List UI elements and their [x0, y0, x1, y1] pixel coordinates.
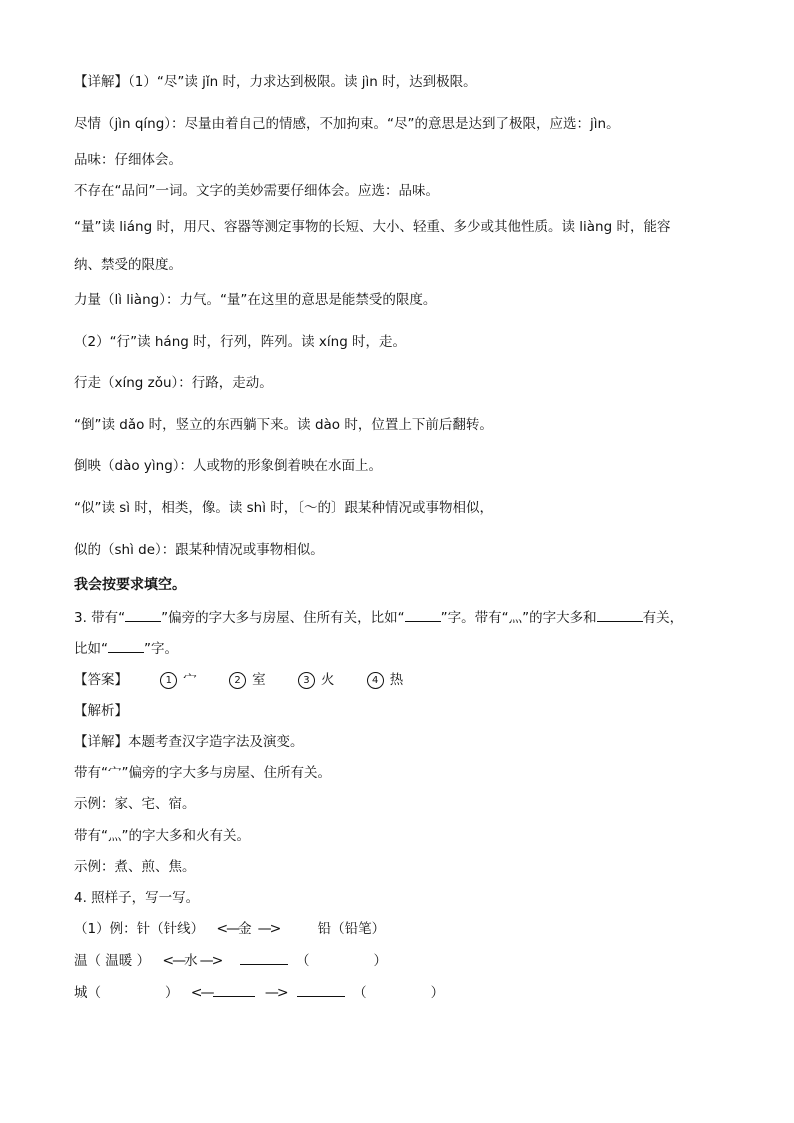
q4-example-row — [74, 919, 734, 939]
q4-row2-blank-word[interactable] — [297, 982, 345, 997]
left-arrow-icon: <— — [162, 953, 185, 969]
q3-line-1 — [74, 607, 734, 628]
answer-label: 【答案】 — [74, 672, 128, 688]
q3-text-b: ”偏旁的字大多与房屋、住所有关，比如“ — [161, 610, 405, 626]
q3-blank-1[interactable] — [125, 607, 161, 622]
q3-detail-2: 带有“宀”偏旁的字大多与房屋、住所有关。 — [74, 765, 331, 781]
explain-line-5: “量”读 liáng 时，用尺、容器等测定事物的长短、大小、轻重、多少或其他性质。读 liàng 时，能容 — [74, 219, 671, 235]
explain-line-4: 不存在“品问”一词。文字的美妙需要仔细体会。应选：品味。 — [74, 183, 439, 199]
q3-detail-4: 带有“灬”的字大多和火有关。 — [74, 828, 250, 844]
q3-line-2 — [74, 638, 734, 659]
option-text: 火 — [320, 672, 335, 688]
q3-text-c: ”字。带有“灬”的字大多和 — [440, 610, 597, 626]
option-number: 3 — [298, 672, 315, 689]
option-number: 1 — [160, 672, 177, 689]
q3-detail-1: 【详解】本题考查汉字造字法及演变。 — [74, 734, 304, 750]
q4-example-prefix: （1）例：针（针线） — [74, 921, 205, 937]
explain-line-13: 似的（shì de）：跟某种情况或事物相似。 — [74, 542, 324, 558]
explain-line-9: 行走（xíng zǒu）：行路，走动。 — [74, 375, 273, 391]
q3-blank-3[interactable] — [597, 607, 643, 622]
q3-text-a: 3. 带有“ — [74, 610, 126, 626]
q4-example-mid: 金 — [238, 921, 252, 937]
q4-row2-close-paren-2: ） — [430, 985, 445, 1001]
analysis-label: 【解析】 — [74, 703, 128, 719]
right-arrow-icon: —> — [257, 921, 280, 937]
answer-option-1 — [160, 670, 197, 690]
explain-line-8: （2）“行”读 háng 时，行列，阵列。读 xíng 时，走。 — [74, 334, 407, 350]
section-title: 我会按要求填空。 — [74, 577, 186, 593]
answer-option-3 — [298, 670, 335, 690]
q3-blank-4[interactable] — [108, 638, 144, 653]
q4-row1-open-paren: （ — [295, 953, 310, 969]
explain-line-7: 力量（lì liàng）：力气。“量”在这里的意思是能禁受的限度。 — [74, 292, 437, 308]
q4-row1-mid: 水 — [184, 953, 198, 969]
explain-line-10: “倒”读 dǎo 时，竖立的东西躺下来。读 dào 时，位置上下前后翻转。 — [74, 417, 493, 433]
q3-detail-5: 示例：煮、煎、焦。 — [74, 859, 196, 875]
explain-line-1: 【详解】（1）“尽”读 jǐn 时，力求达到极限。读 jìn 时，达到极限。 — [74, 74, 477, 90]
q4-row-2 — [74, 982, 734, 1003]
q3-answer-row — [74, 670, 734, 690]
explain-line-3: 品味：仔细体会。 — [74, 152, 182, 168]
explain-line-2: 尽情（jìn qíng）：尽量由着自己的情感，不加拘束。“尽”的意思是达到了极限，应选：jìn。 — [74, 116, 620, 132]
q3-text-e: 比如“ — [74, 641, 108, 657]
explain-line-12: “似”读 sì 时，相类，像。读 shì 时，〔～的〕跟某种情况或事物相似， — [74, 500, 494, 516]
answer-option-2 — [229, 670, 266, 690]
right-arrow-icon: —> — [264, 985, 287, 1001]
option-text: 室 — [252, 672, 266, 688]
q3-blank-2[interactable] — [405, 607, 441, 622]
option-text: 热 — [389, 672, 404, 688]
q4-row-1 — [74, 950, 734, 971]
left-arrow-icon: <— — [216, 921, 239, 937]
option-number: 2 — [229, 672, 246, 689]
left-arrow-icon: <— — [190, 985, 213, 1001]
option-number: 4 — [367, 672, 384, 689]
answer-option-4 — [367, 670, 404, 690]
q4-row2-blank-radical[interactable] — [213, 982, 255, 997]
q4-row2-open-paren: （ — [353, 985, 367, 1001]
explain-line-11: 倒映（dào yìng）：人或物的形象倒着映在水面上。 — [74, 458, 383, 474]
q4-example-result: 铅（铅笔） — [317, 921, 386, 937]
q4-row1-char: 温（ 温暖 ） — [74, 953, 151, 969]
q3-text-d: 有关， — [642, 610, 684, 626]
right-arrow-icon: —> — [199, 953, 222, 969]
q4-row1-close-paren: ） — [373, 953, 387, 969]
q3-detail-3: 示例：家、宅、宿。 — [74, 796, 196, 812]
explain-line-6: 纳、禁受的限度。 — [74, 257, 182, 273]
q4-row2-char: 城（ — [74, 985, 101, 1001]
q4-row2-close-paren: ） — [165, 985, 179, 1001]
option-text: 宀 — [183, 672, 197, 688]
q3-text-f: ”字。 — [144, 641, 178, 657]
q4-title: 4. 照样子，写一写。 — [74, 890, 200, 906]
q4-row1-blank-word[interactable] — [240, 950, 288, 965]
